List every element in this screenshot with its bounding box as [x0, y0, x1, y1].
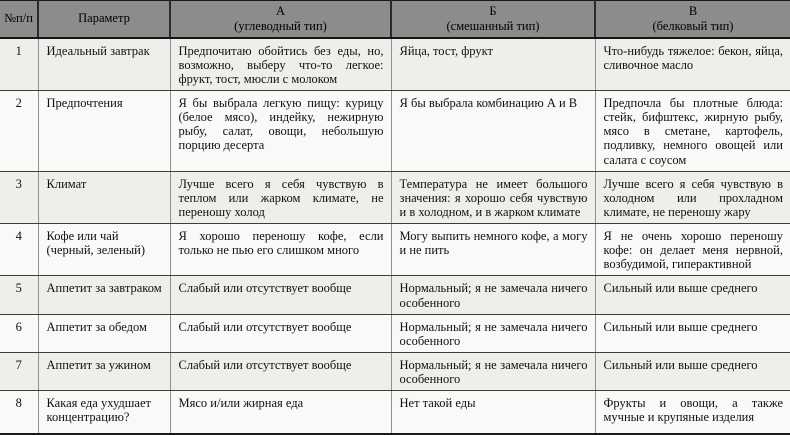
row-number: 2	[0, 91, 38, 172]
type-a-cell: Я бы выбрала легкую пищу: курицу (белое мясо), индейку, нежирную рыбу, салат, овощи, небольшую порцию десерта	[170, 91, 391, 172]
parameter-cell: Кофе или чай (черный, зеленый)	[38, 224, 170, 276]
row-number: 6	[0, 314, 38, 352]
row-number: 8	[0, 391, 38, 434]
type-a-cell: Слабый или отсутствует вообще	[170, 276, 391, 314]
type-v-cell: Сильный или выше среднего	[595, 276, 790, 314]
type-a-cell: Слабый или отсутствует вообще	[170, 352, 391, 390]
type-b-cell: Нормальный; я не замечала ничего особенного	[391, 352, 595, 390]
row-number: 1	[0, 38, 38, 91]
table-row	[0, 276, 790, 314]
header-type-v-subtitle: (белковый тип)	[652, 18, 734, 33]
header-type-v-letter: В	[688, 4, 698, 18]
table-row	[0, 91, 790, 172]
row-number: 5	[0, 276, 38, 314]
header-parameter: Параметр	[38, 1, 170, 38]
parameter-cell: Аппетит за обедом	[38, 314, 170, 352]
type-b-cell: Нормальный; я не замечала ничего особенного	[391, 276, 595, 314]
header-type-a	[170, 1, 391, 38]
header-type-b	[391, 1, 595, 38]
parameter-cell: Аппетит за завтраком	[38, 276, 170, 314]
header-type-a-letter: А	[275, 4, 286, 18]
type-a-cell: Лучше всего я себя чувствую в теплом или жарком климате, не переношу холод	[170, 171, 391, 223]
header-row-number: №п/п	[0, 1, 38, 38]
type-b-cell: Могу выпить немного кофе, а могу и не пить	[391, 224, 595, 276]
type-b-cell: Я бы выбрала комбинацию А и В	[391, 91, 595, 172]
header-type-a-subtitle: (углеводный тип)	[234, 18, 327, 33]
type-v-cell: Что-нибудь тяжелое: бекон, яйца, сливочное масло	[595, 38, 790, 91]
type-v-cell: Сильный или выше среднего	[595, 314, 790, 352]
table-row	[0, 171, 790, 223]
parameter-cell: Идеальный завтрак	[38, 38, 170, 91]
header-type-b-letter: Б	[489, 4, 497, 18]
table-row	[0, 224, 790, 276]
type-v-cell: Я не очень хорошо переношу кофе: он делает меня нервной, возбудимой, гиперактивной	[595, 224, 790, 276]
type-a-cell: Слабый или отсутствует вообще	[170, 314, 391, 352]
type-b-cell: Яйца, тост, фрукт	[391, 38, 595, 91]
parameter-cell: Климат	[38, 171, 170, 223]
table-row	[0, 352, 790, 390]
table-row	[0, 38, 790, 91]
parameter-cell: Предпочтения	[38, 91, 170, 172]
type-a-cell: Мясо и/или жирная еда	[170, 391, 391, 434]
type-b-cell: Температура не имеет большого значения: я хорошо себя чувствую и в холодном, и в жарком климате	[391, 171, 595, 223]
type-v-cell: Лучше всего я себя чувствую в холодном или прохладном климате, не переношу жару	[595, 171, 790, 223]
type-v-cell: Предпочла бы плотные блюда: стейк, бифштекс, жирную рыбу, мясо в сметане, картофель, подливку, немного овощей или салата с соусом	[595, 91, 790, 172]
row-number: 3	[0, 171, 38, 223]
type-b-cell: Нет такой еды	[391, 391, 595, 434]
type-b-cell: Нормальный; я не замечала ничего особенного	[391, 314, 595, 352]
row-number: 4	[0, 224, 38, 276]
row-number: 7	[0, 352, 38, 390]
type-v-cell: Сильный или выше среднего	[595, 352, 790, 390]
table-row	[0, 314, 790, 352]
header-type-b-subtitle: (смешанный тип)	[446, 18, 540, 33]
type-a-cell: Предпочитаю обойтись без еды, но, возможно, выберу что-то легкое: фрукт, тост, мюсли с молоком	[170, 38, 391, 91]
type-v-cell: Фрукты и овощи, а также мучные и крупяные изделия	[595, 391, 790, 434]
table-header-row	[0, 1, 790, 38]
header-type-v	[595, 1, 790, 38]
parameter-cell: Какая еда ухудшает концентрацию?	[38, 391, 170, 434]
parameter-cell: Аппетит за ужином	[38, 352, 170, 390]
type-a-cell: Я хорошо переношу кофе, если только не пью его слишком много	[170, 224, 391, 276]
table-row	[0, 391, 790, 434]
